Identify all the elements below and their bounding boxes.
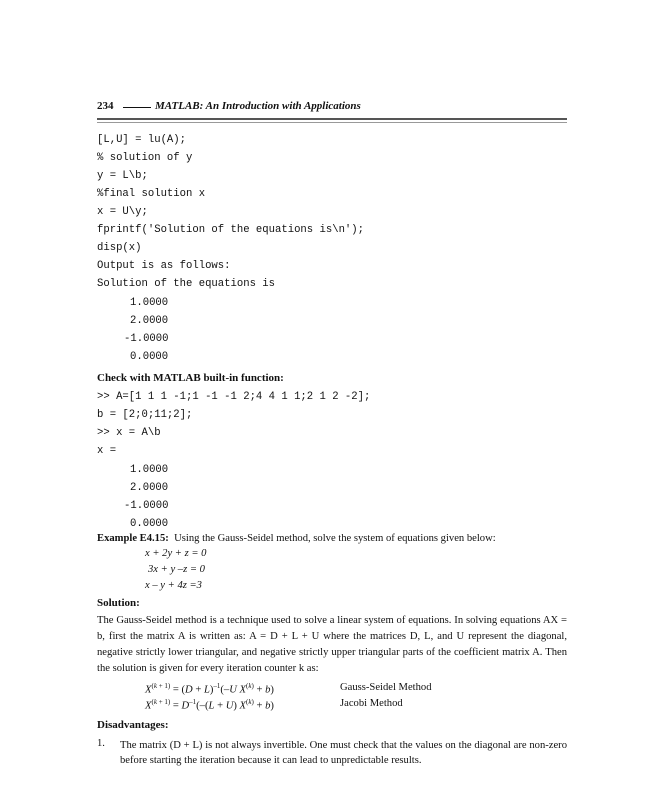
gauss-seidel-equation: $X^{(k + 1)} = (D + L)^{-1}(-U$ $X^{(k)} + b$): [145, 682, 274, 696]
output-value: -1.0000: [124, 333, 169, 345]
equation: x – y + 4z =3: [145, 580, 202, 591]
book-title: MATLAB: An Introduction with Applications: [155, 100, 361, 112]
output-value: 1.0000: [130, 297, 169, 309]
code-line: >> A=[1 1 1 -1;1 -1 -1 2;4 4 1 1;2 1 2 -2];: [97, 391, 371, 403]
method-name: Gauss-Seidel Method: [340, 682, 432, 693]
solution-paragraph: The Gauss-Seidel method is a technique used to solve a linear system of equations. In solving equations AX = b, first the matrix A is written as: A = D + L + U where the matrices D, L, and U represent the diagonal, negative strictly lower triangular, and negative strictly upper triangular parts of the coefficient matrix A. Then the solution is given for every iteration counter k as:: [97, 615, 567, 674]
code-line: b = [2;0;11;2];: [97, 409, 193, 421]
page-number: 234: [97, 100, 114, 112]
output-value: 2.0000: [130, 482, 169, 494]
code-line: y = L\b;: [97, 170, 148, 182]
code-line: x =: [97, 445, 117, 457]
code-line: Solution of the equations is: [97, 278, 276, 290]
code-line: disp(x): [97, 242, 142, 254]
method-name: Jacobi Method: [340, 698, 403, 709]
jacobi-equation: $X^{(k + 1)} = D^{-1}(-(L + U) X^{(k)} + b)$: [145, 698, 274, 712]
example-statement: [97, 531, 567, 547]
code-line: [L,U] = lu(A);: [97, 134, 187, 146]
equation: x + 2y + z = 0: [145, 548, 207, 559]
output-value: 1.0000: [130, 464, 169, 476]
check-heading: Check with MATLAB built-in function:: [97, 372, 284, 384]
example-text: Using the Gauss-Seidel method, solve the system of equations given below:: [174, 533, 496, 544]
running-header: [97, 100, 567, 116]
output-value: 0.0000: [130, 351, 169, 363]
output-value: 2.0000: [130, 315, 169, 327]
header-rule-thin: [97, 122, 567, 123]
code-line: Output is as follows:: [97, 260, 231, 272]
code-line: fprintf('Solution of the equations is\n');: [97, 224, 365, 236]
code-line: x = U\y;: [97, 206, 148, 218]
output-value: 0.0000: [130, 518, 169, 530]
disadvantages-heading: Disadvantages:: [97, 719, 169, 731]
code-line: % solution of y: [97, 152, 193, 164]
header-rule: [97, 118, 567, 120]
solution-heading: Solution:: [97, 597, 140, 609]
example-label: Example E4.15:: [97, 533, 169, 544]
code-line: >> x = A\b: [97, 427, 161, 439]
output-value: -1.0000: [124, 500, 169, 512]
list-number: 1.: [97, 738, 105, 749]
header-dash: [123, 107, 151, 108]
list-item: The matrix (D + L) is not always invertible. One must check that the values on the diagonal are non-zero before starting the iteration because it can lead to unpredictable results.: [120, 740, 567, 766]
code-line: %final solution x: [97, 188, 206, 200]
equation: 3x + y –z = 0: [148, 564, 205, 575]
